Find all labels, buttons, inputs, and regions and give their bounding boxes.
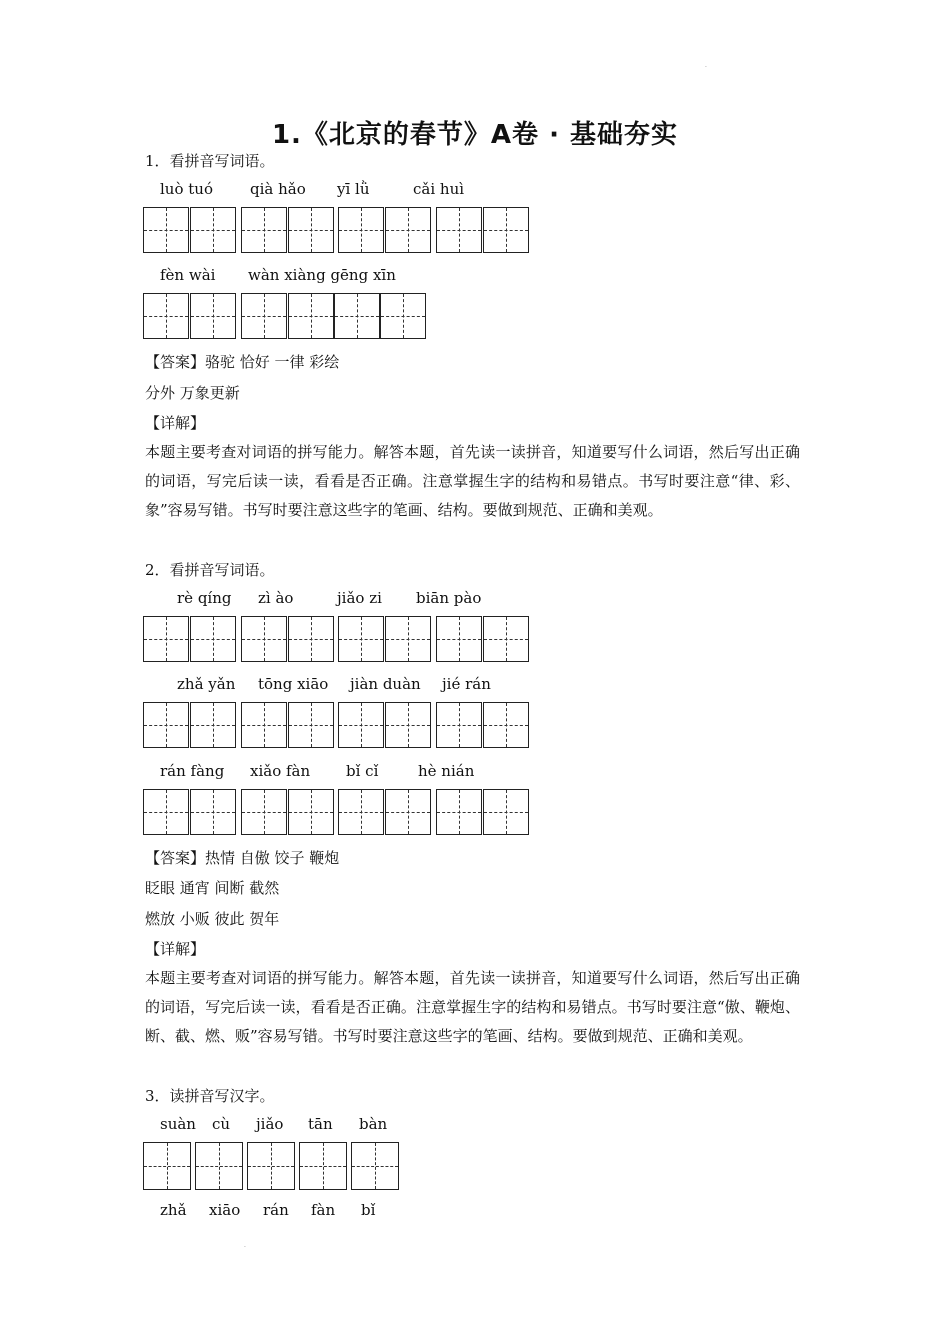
pinyin: jiǎo bbox=[256, 1115, 284, 1133]
writing-cell[interactable] bbox=[351, 1142, 399, 1190]
writing-cell[interactable] bbox=[143, 789, 189, 835]
writing-cell[interactable] bbox=[380, 293, 426, 339]
question-1-prompt: 1．看拼音写词语。 bbox=[145, 152, 275, 170]
writing-cell[interactable] bbox=[288, 789, 334, 835]
pinyin: luò tuó bbox=[160, 180, 213, 198]
writing-cell[interactable] bbox=[190, 207, 236, 253]
pinyin: bàn bbox=[359, 1115, 388, 1133]
writing-cell[interactable] bbox=[241, 207, 287, 253]
page-title: 1.《北京的春节》A卷 · 基础夯实 bbox=[271, 120, 679, 150]
detail-paragraph: 本题主要考查对词语的拼写能力。解答本题，首先读一读拼音，知道要写什么词语，然后写出正确的词语，写完后读一读，看看是否正确。注意掌握生字的结构和易错点。书写时要注意“律、彩、象”容易写错。书写时要注意这些字的笔画、结构。要做到规范、正确和美观。 bbox=[145, 443, 800, 519]
detail-label: 【详解】 bbox=[145, 940, 206, 958]
answer-line: 眨眼 通宵 间断 截然 bbox=[145, 879, 280, 897]
pinyin: xiǎo fàn bbox=[250, 762, 311, 780]
footer-mark: · bbox=[244, 1244, 246, 1251]
writing-cell[interactable] bbox=[436, 207, 482, 253]
writing-cell[interactable] bbox=[143, 207, 189, 253]
pinyin: jiàn duàn bbox=[350, 675, 421, 693]
answer-line: 燃放 小贩 彼此 贺年 bbox=[145, 910, 280, 928]
writing-cell[interactable] bbox=[338, 789, 384, 835]
pinyin: hè nián bbox=[418, 762, 475, 780]
writing-cell[interactable] bbox=[483, 702, 529, 748]
writing-cell[interactable] bbox=[338, 207, 384, 253]
writing-cell[interactable] bbox=[385, 207, 431, 253]
pinyin: bǐ bbox=[361, 1201, 376, 1219]
writing-cell[interactable] bbox=[338, 702, 384, 748]
writing-cell[interactable] bbox=[195, 1142, 243, 1190]
pinyin: cǎi huì bbox=[413, 180, 465, 198]
pinyin: rè qíng bbox=[177, 589, 232, 607]
pinyin: zhǎ yǎn bbox=[177, 675, 236, 693]
pinyin: rán fàng bbox=[160, 762, 225, 780]
writing-cell[interactable] bbox=[436, 789, 482, 835]
pinyin: rán bbox=[263, 1201, 289, 1219]
answer-line: 分外 万象更新 bbox=[145, 384, 240, 402]
writing-cell[interactable] bbox=[483, 789, 529, 835]
writing-cell[interactable] bbox=[190, 293, 236, 339]
writing-cell[interactable] bbox=[288, 207, 334, 253]
writing-cell[interactable] bbox=[288, 616, 334, 662]
pinyin: xiāo bbox=[209, 1201, 241, 1219]
writing-cell[interactable] bbox=[143, 1142, 191, 1190]
pinyin: biān pào bbox=[416, 589, 482, 607]
writing-cell[interactable] bbox=[385, 616, 431, 662]
writing-cell[interactable] bbox=[190, 702, 236, 748]
pinyin: jié rán bbox=[442, 675, 491, 693]
writing-cell[interactable] bbox=[143, 293, 189, 339]
writing-cell[interactable] bbox=[143, 616, 189, 662]
writing-cell[interactable] bbox=[385, 789, 431, 835]
writing-cell[interactable] bbox=[288, 293, 334, 339]
writing-cell[interactable] bbox=[190, 616, 236, 662]
writing-cell[interactable] bbox=[247, 1142, 295, 1190]
pinyin: tān bbox=[308, 1115, 333, 1133]
pinyin: bǐ cǐ bbox=[346, 762, 379, 780]
question-2-prompt: 2．看拼音写词语。 bbox=[145, 561, 275, 579]
pinyin: cù bbox=[212, 1115, 231, 1133]
writing-cell[interactable] bbox=[483, 616, 529, 662]
writing-cell[interactable] bbox=[436, 702, 482, 748]
pinyin: suàn bbox=[160, 1115, 196, 1133]
pinyin: fàn bbox=[311, 1201, 336, 1219]
writing-cell[interactable] bbox=[288, 702, 334, 748]
writing-cell[interactable] bbox=[241, 702, 287, 748]
pinyin: qià hǎo bbox=[250, 180, 306, 198]
writing-cell[interactable] bbox=[241, 789, 287, 835]
pinyin: yī lǜ bbox=[337, 180, 370, 198]
writing-cell[interactable] bbox=[241, 616, 287, 662]
writing-cell[interactable] bbox=[241, 293, 287, 339]
pinyin: fèn wài bbox=[160, 266, 216, 284]
question-3-prompt: 3．读拼音写汉字。 bbox=[145, 1087, 275, 1105]
pinyin: tōng xiāo bbox=[258, 675, 329, 693]
answer-line: 【答案】热情 自傲 饺子 鞭炮 bbox=[145, 849, 340, 867]
writing-cell[interactable] bbox=[385, 702, 431, 748]
pinyin: zì ào bbox=[258, 589, 294, 607]
writing-cell[interactable] bbox=[190, 789, 236, 835]
corner-mark: · bbox=[705, 64, 707, 71]
writing-cell[interactable] bbox=[436, 616, 482, 662]
detail-paragraph: 本题主要考查对词语的拼写能力。解答本题，首先读一读拼音，知道要写什么词语，然后写出正确的词语，写完后读一读，看看是否正确。注意掌握生字的结构和易错点。书写时要注意“傲、鞭炮、断、截、燃、贩”容易写错。书写时要注意这些字的笔画、结构。要做到规范、正确和美观。 bbox=[145, 969, 800, 1045]
pinyin: zhǎ bbox=[160, 1201, 187, 1219]
writing-cell[interactable] bbox=[299, 1142, 347, 1190]
writing-cell[interactable] bbox=[338, 616, 384, 662]
pinyin: wàn xiàng gēng xīn bbox=[248, 266, 396, 284]
pinyin: jiǎo zi bbox=[337, 589, 382, 607]
writing-cell[interactable] bbox=[483, 207, 529, 253]
writing-cell[interactable] bbox=[143, 702, 189, 748]
writing-cell[interactable] bbox=[334, 293, 380, 339]
detail-label: 【详解】 bbox=[145, 414, 206, 432]
answer-line: 【答案】骆驼 恰好 一律 彩绘 bbox=[145, 353, 340, 371]
